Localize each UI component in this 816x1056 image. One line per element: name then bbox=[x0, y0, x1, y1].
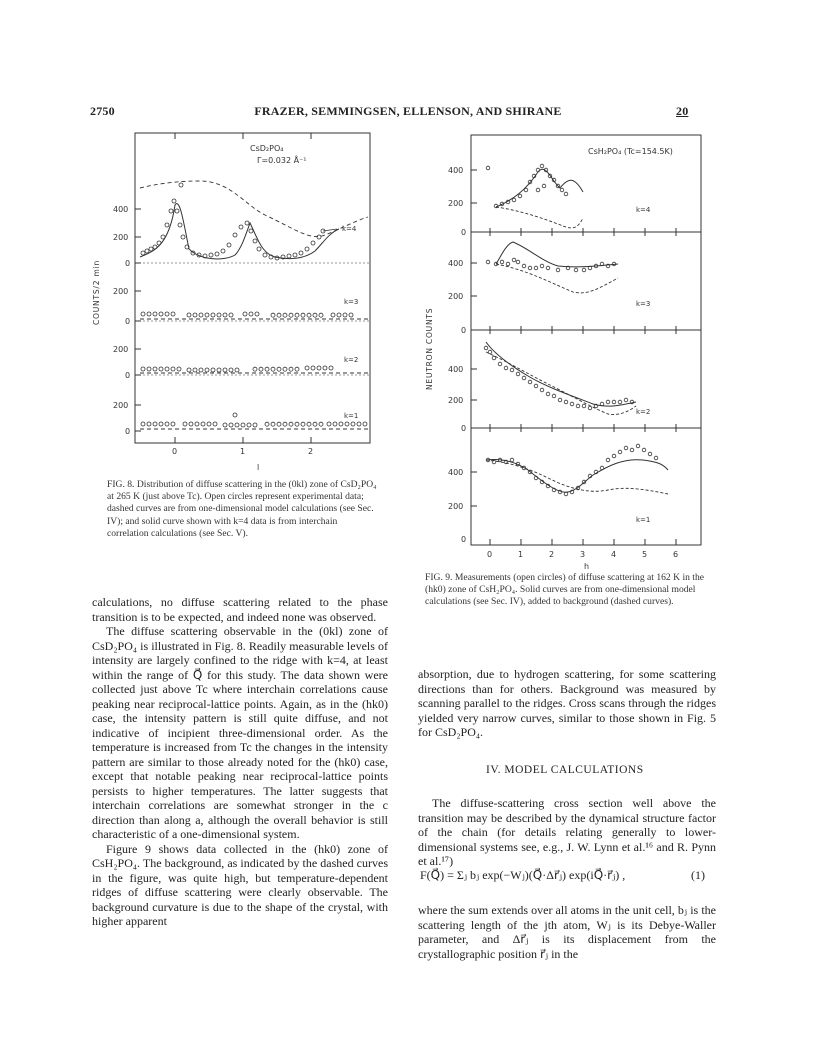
data-point-marker bbox=[642, 448, 646, 452]
right-column-text-bottom bbox=[418, 903, 716, 961]
data-point-marker bbox=[307, 422, 311, 426]
data-point-marker bbox=[181, 235, 185, 239]
data-point-marker bbox=[271, 422, 275, 426]
data-point-marker bbox=[229, 313, 233, 317]
data-point-marker bbox=[301, 422, 305, 426]
paragraph: absorption, due to hydrogen scattering, for some scattering directions than for others. Background was measured by scanning parallel to the ridges. Cross scans through the ridges yielded very narrow curves, similar to those shown in Fig. 5 for CsD₂PO₄. bbox=[418, 667, 716, 739]
data-point-marker bbox=[141, 312, 145, 316]
data-point-marker bbox=[249, 312, 253, 316]
data-point-marker bbox=[588, 406, 592, 410]
data-point-marker bbox=[293, 253, 297, 257]
data-point-marker bbox=[289, 367, 293, 371]
data-point-marker bbox=[165, 422, 169, 426]
left-column-text bbox=[92, 595, 388, 929]
data-point-marker bbox=[345, 422, 349, 426]
data-point-marker bbox=[145, 249, 149, 253]
fig8-title-compound: CsD₂PO₄ bbox=[250, 144, 284, 153]
data-point-marker bbox=[153, 367, 157, 371]
data-point-marker bbox=[516, 372, 520, 376]
data-point-marker bbox=[205, 313, 209, 317]
data-point-marker bbox=[229, 368, 233, 372]
fig9-ytick: 0 bbox=[461, 535, 467, 544]
data-point-marker bbox=[205, 368, 209, 372]
data-point-marker bbox=[257, 247, 261, 251]
data-point-marker bbox=[540, 388, 544, 392]
data-point-marker bbox=[217, 313, 221, 317]
figure-8-caption: FIG. 8. Distribution of diffuse scattering in the (0kl) zone of CsD₂PO₄ at 265 K (just above Tc). Open circles represent experimental data; dashed curves are from one-dimensional model calculations (see Sec. IV); and solid curve shown with k=4 data is from interchain correlation calculations (see Sec. V). bbox=[107, 479, 377, 539]
data-point-marker bbox=[624, 398, 628, 402]
section-heading: IV. MODEL CALCULATIONS bbox=[486, 764, 644, 776]
fig8-k-label: k=1 bbox=[344, 412, 359, 420]
data-point-marker bbox=[299, 251, 303, 255]
data-point-marker bbox=[498, 362, 502, 366]
data-point-marker bbox=[552, 394, 556, 398]
data-point-marker bbox=[333, 422, 337, 426]
data-point-marker bbox=[271, 367, 275, 371]
data-point-marker bbox=[287, 254, 291, 258]
fig9-ytick: 200 bbox=[448, 396, 464, 405]
fig8-ytick-200: 200 bbox=[113, 233, 129, 242]
data-point-marker bbox=[245, 221, 249, 225]
data-point-marker bbox=[247, 423, 251, 427]
data-point-marker bbox=[199, 313, 203, 317]
fig9-xtick: 5 bbox=[642, 550, 648, 559]
data-point-marker bbox=[217, 368, 221, 372]
data-point-marker bbox=[506, 262, 510, 266]
data-point-marker bbox=[161, 235, 165, 239]
fig8-ytick-0: 0 bbox=[125, 371, 131, 380]
right-column-text-mid bbox=[418, 796, 716, 869]
fig8-ytick-0: 0 bbox=[125, 317, 131, 326]
data-point-marker bbox=[576, 404, 580, 408]
data-point-marker bbox=[159, 367, 163, 371]
data-point-marker bbox=[235, 368, 239, 372]
data-point-marker bbox=[141, 251, 145, 255]
data-point-marker bbox=[528, 380, 532, 384]
data-point-marker bbox=[189, 422, 193, 426]
data-point-marker bbox=[277, 422, 281, 426]
data-point-marker bbox=[522, 376, 526, 380]
fig9-xlabel: h bbox=[584, 562, 590, 570]
data-point-marker bbox=[153, 312, 157, 316]
data-point-marker bbox=[518, 194, 522, 198]
data-point-marker bbox=[153, 422, 157, 426]
data-point-marker bbox=[570, 402, 574, 406]
data-point-marker bbox=[606, 458, 610, 462]
fig8-ytick-200: 200 bbox=[113, 287, 129, 296]
paragraph: where the sum extends over all atoms in the unit cell, bⱼ is the scattering length of the jth atom, Wⱼ is its Debye-Waller parameter, and Δr⃗ⱼ is its displacement from the crystallographic position r⃗ⱼ in the bbox=[418, 903, 716, 961]
data-point-marker bbox=[329, 366, 333, 370]
data-point-marker bbox=[349, 313, 353, 317]
data-point-marker bbox=[301, 313, 305, 317]
data-point-marker bbox=[233, 233, 237, 237]
data-point-marker bbox=[534, 266, 538, 270]
figure-9-caption: FIG. 9. Measurements (open circles) of diffuse scattering at 162 K in the (hk0) zone of CsH₂PO₄. Solid curves are from one-dimensional model calculations (see Sec. IV), added to background (dashed curves). bbox=[425, 572, 705, 608]
data-point-marker bbox=[241, 423, 245, 427]
fig8-k-label: k=3 bbox=[344, 298, 359, 306]
data-point-marker bbox=[339, 422, 343, 426]
data-point-marker bbox=[243, 312, 247, 316]
data-point-marker bbox=[159, 312, 163, 316]
data-point-marker bbox=[265, 422, 269, 426]
data-point-marker bbox=[283, 367, 287, 371]
data-point-marker bbox=[510, 458, 514, 462]
data-point-marker bbox=[165, 223, 169, 227]
fig9-ytick: 200 bbox=[448, 199, 464, 208]
fig9-xtick: 1 bbox=[518, 550, 524, 559]
data-point-marker bbox=[536, 188, 540, 192]
data-point-marker bbox=[187, 313, 191, 317]
data-point-marker bbox=[223, 423, 227, 427]
data-point-marker bbox=[560, 188, 564, 192]
data-point-marker bbox=[313, 422, 317, 426]
fig9-ytick: 400 bbox=[448, 259, 464, 268]
data-point-marker bbox=[512, 258, 516, 262]
data-point-marker bbox=[486, 166, 490, 170]
data-point-marker bbox=[317, 366, 321, 370]
data-point-marker bbox=[271, 313, 275, 317]
data-point-marker bbox=[193, 313, 197, 317]
fig9-k-label: k=4 bbox=[636, 206, 651, 214]
fig9-ytick: 400 bbox=[448, 365, 464, 374]
data-point-marker bbox=[187, 368, 191, 372]
data-point-marker bbox=[331, 313, 335, 317]
data-point-marker bbox=[211, 313, 215, 317]
data-point-marker bbox=[588, 266, 592, 270]
data-point-marker bbox=[295, 367, 299, 371]
data-point-marker bbox=[516, 260, 520, 264]
fig8-data-points bbox=[141, 183, 367, 427]
data-point-marker bbox=[648, 452, 652, 456]
data-point-marker bbox=[636, 444, 640, 448]
paragraph: calculations, no diffuse scattering related to the phase transition is to be expected, and indeed none was observed. bbox=[92, 595, 388, 624]
data-point-marker bbox=[327, 422, 331, 426]
fig9-ytick: 400 bbox=[448, 468, 464, 477]
paragraph: The diffuse scattering observable in the (0kl) zone of CsD₂PO₄ is illustrated in Fig. 8. Readily measurable levels of intensity are largely confined to the ridge with k=4, at least within the range of Q⃗ for this study. The data shown were collected just above Tc where interchain correlations cause peaking near reciprocal-lattice points. Again, as in the (hk0) case, the intensity pattern is still quite diffuse, and not indicative of incipient three-dimensional order. As the temperature is increased from Tc the changes in the intensity pattern are similar to those already noted for the (hk0) case, except that notable peaking near reciprocal-lattice points persists to higher temperatures. The latter suggests that interchain correlations are somewhat stronger in the c direction than along a, although the overall behavior is still characteristic of a one-dimensional system. bbox=[92, 624, 388, 841]
data-point-marker bbox=[253, 239, 257, 243]
data-point-marker bbox=[319, 313, 323, 317]
fig9-xtick: 4 bbox=[611, 550, 617, 559]
data-point-marker bbox=[311, 241, 315, 245]
data-point-marker bbox=[305, 247, 309, 251]
data-point-marker bbox=[213, 422, 217, 426]
data-point-marker bbox=[215, 252, 219, 256]
data-point-marker bbox=[564, 400, 568, 404]
data-point-marker bbox=[195, 422, 199, 426]
fig8-xtick: 0 bbox=[172, 447, 178, 456]
fig8-ytick-0: 0 bbox=[125, 427, 131, 436]
data-point-marker bbox=[253, 423, 257, 427]
fig9-xtick: 6 bbox=[673, 550, 679, 559]
equation: F(Q⃗) = Σⱼ bⱼ exp(−Wⱼ)(Q⃗·Δr⃗ⱼ) exp(iQ⃗·r⃗ⱼ) , bbox=[420, 868, 626, 882]
data-point-marker bbox=[512, 198, 516, 202]
data-point-marker bbox=[141, 422, 145, 426]
data-point-marker bbox=[522, 264, 526, 268]
data-point-marker bbox=[169, 209, 173, 213]
data-point-marker bbox=[363, 422, 367, 426]
data-point-marker bbox=[612, 454, 616, 458]
fig9-xtick: 0 bbox=[487, 550, 493, 559]
data-point-marker bbox=[277, 367, 281, 371]
data-point-marker bbox=[546, 392, 550, 396]
fig9-k-label: k=3 bbox=[636, 300, 651, 308]
fig9-ytick: 0 bbox=[461, 326, 467, 335]
data-point-marker bbox=[265, 367, 269, 371]
data-point-marker bbox=[295, 313, 299, 317]
data-point-marker bbox=[183, 422, 187, 426]
data-point-marker bbox=[486, 260, 490, 264]
data-point-marker bbox=[221, 249, 225, 253]
volume-number: 20 bbox=[676, 104, 689, 118]
equation-number: (1) bbox=[691, 868, 705, 882]
data-point-marker bbox=[159, 422, 163, 426]
data-point-marker bbox=[484, 346, 488, 350]
right-column-text-top bbox=[418, 667, 716, 740]
data-point-marker bbox=[343, 313, 347, 317]
data-point-marker bbox=[171, 312, 175, 316]
fig8-ytick-400: 400 bbox=[113, 205, 129, 214]
data-point-marker bbox=[193, 368, 197, 372]
data-point-marker bbox=[172, 199, 176, 203]
data-point-marker bbox=[540, 264, 544, 268]
data-point-marker bbox=[305, 366, 309, 370]
data-point-marker bbox=[201, 422, 205, 426]
paragraph: Figure 9 shows data collected in the (hk0) zone of CsH₂PO₄. The background, as indicated by the dashed curves in the figure, was quite high, but temperature-dependent ridges of diffuse scattering were clearly observable. The background curvature is due to the shape of the crystal, with higher apparent bbox=[92, 841, 388, 928]
data-point-marker bbox=[209, 253, 213, 257]
data-point-marker bbox=[311, 366, 315, 370]
data-point-marker bbox=[259, 367, 263, 371]
fig9-ylabel: NEUTRON COUNTS bbox=[425, 307, 434, 390]
data-point-marker bbox=[199, 368, 203, 372]
data-point-marker bbox=[574, 268, 578, 272]
data-point-marker bbox=[171, 367, 175, 371]
data-point-marker bbox=[283, 422, 287, 426]
figure-8 bbox=[85, 125, 400, 475]
data-point-marker bbox=[253, 367, 257, 371]
fig9-ytick: 400 bbox=[448, 166, 464, 175]
data-point-marker bbox=[313, 313, 317, 317]
data-point-marker bbox=[564, 192, 568, 196]
data-point-marker bbox=[307, 313, 311, 317]
data-point-marker bbox=[149, 247, 153, 251]
fig9-title: CsH₂PO₄ (Tc=154.5K) bbox=[588, 147, 673, 156]
data-point-marker bbox=[147, 367, 151, 371]
data-point-marker bbox=[600, 466, 604, 470]
fig9-k-label: k=1 bbox=[636, 516, 651, 524]
data-point-marker bbox=[178, 223, 182, 227]
data-point-marker bbox=[500, 260, 504, 264]
fig8-k-label: k=4 bbox=[342, 225, 357, 233]
page-number: 2750 bbox=[90, 104, 115, 118]
data-point-marker bbox=[211, 368, 215, 372]
data-point-marker bbox=[612, 400, 616, 404]
data-point-marker bbox=[147, 422, 151, 426]
data-point-marker bbox=[235, 423, 239, 427]
data-point-marker bbox=[323, 366, 327, 370]
data-point-marker bbox=[534, 384, 538, 388]
data-point-marker bbox=[175, 209, 179, 213]
data-point-marker bbox=[233, 413, 237, 417]
fig8-ytick-200: 200 bbox=[113, 401, 129, 410]
data-point-marker bbox=[542, 184, 546, 188]
fig8-title-gamma: Γ=0.032 Å⁻¹ bbox=[257, 156, 307, 165]
data-point-marker bbox=[255, 312, 259, 316]
data-point-marker bbox=[558, 398, 562, 402]
data-point-marker bbox=[524, 188, 528, 192]
data-point-marker bbox=[351, 422, 355, 426]
data-point-marker bbox=[165, 312, 169, 316]
data-point-marker bbox=[504, 366, 508, 370]
data-point-marker bbox=[295, 422, 299, 426]
data-point-marker bbox=[177, 367, 181, 371]
data-point-marker bbox=[249, 229, 253, 233]
figure-9 bbox=[418, 130, 718, 570]
data-point-marker bbox=[283, 313, 287, 317]
data-point-marker bbox=[556, 268, 560, 272]
data-point-marker bbox=[492, 356, 496, 360]
fig8-ytick-0: 0 bbox=[125, 259, 131, 268]
data-point-marker bbox=[263, 253, 267, 257]
paragraph: The diffuse-scattering cross section well above the transition may be described by the dynamical structure factor of the chain (for details relating generally to lower-dimensional systems see, e.g., J. W. Lynn et al.¹⁶ and R. Pynn et al.¹⁷) bbox=[418, 796, 716, 868]
data-point-marker bbox=[147, 312, 151, 316]
data-point-marker bbox=[510, 368, 514, 372]
data-point-marker bbox=[179, 183, 183, 187]
fig9-ytick: 0 bbox=[461, 424, 467, 433]
data-point-marker bbox=[289, 422, 293, 426]
fig9-ytick: 0 bbox=[461, 228, 467, 237]
data-point-marker bbox=[618, 400, 622, 404]
fig8-k-label: k=2 bbox=[344, 356, 359, 364]
running-header-authors: FRAZER, SEMMINGSEN, ELLENSON, AND SHIRANE bbox=[254, 104, 562, 118]
data-point-marker bbox=[618, 450, 622, 454]
fig8-xtick: 2 bbox=[308, 447, 314, 456]
data-point-marker bbox=[153, 245, 157, 249]
data-point-marker bbox=[630, 448, 634, 452]
data-point-marker bbox=[157, 241, 161, 245]
data-point-marker bbox=[207, 422, 211, 426]
data-point-marker bbox=[239, 225, 243, 229]
data-point-marker bbox=[564, 492, 568, 496]
data-point-marker bbox=[546, 266, 550, 270]
fig8-xtick: 1 bbox=[240, 447, 246, 456]
fig9-xtick: 3 bbox=[580, 550, 586, 559]
data-point-marker bbox=[582, 404, 586, 408]
data-point-marker bbox=[337, 313, 341, 317]
data-point-marker bbox=[540, 164, 544, 168]
fig9-k-label: k=2 bbox=[636, 408, 651, 416]
data-point-marker bbox=[141, 367, 145, 371]
data-point-marker bbox=[227, 243, 231, 247]
fig9-ytick: 200 bbox=[448, 292, 464, 301]
data-point-marker bbox=[528, 266, 532, 270]
data-point-marker bbox=[654, 456, 658, 460]
fig9-xtick: 2 bbox=[549, 550, 555, 559]
fig8-ytick-200: 200 bbox=[113, 345, 129, 354]
data-point-marker bbox=[357, 422, 361, 426]
data-point-marker bbox=[229, 423, 233, 427]
data-point-marker bbox=[624, 446, 628, 450]
data-point-marker bbox=[223, 313, 227, 317]
fig8-xlabel: l bbox=[257, 463, 260, 472]
data-point-marker bbox=[223, 368, 227, 372]
data-point-marker bbox=[277, 313, 281, 317]
data-point-marker bbox=[165, 367, 169, 371]
fig8-ylabel: COUNTS/2 min bbox=[92, 259, 101, 325]
data-point-marker bbox=[606, 400, 610, 404]
data-point-marker bbox=[171, 422, 175, 426]
fig9-ytick: 200 bbox=[448, 502, 464, 511]
data-point-marker bbox=[289, 313, 293, 317]
data-point-marker bbox=[582, 268, 586, 272]
data-point-marker bbox=[488, 350, 492, 354]
data-point-marker bbox=[319, 422, 323, 426]
